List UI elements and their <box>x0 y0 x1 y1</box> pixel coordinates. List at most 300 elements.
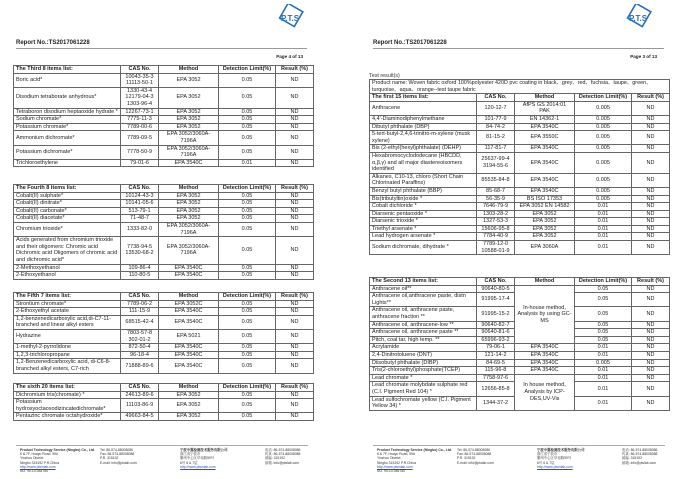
detection-limit: 0.01 <box>575 203 632 211</box>
cas-number: 10043-35-3 11113-50-1 <box>121 73 159 87</box>
table-row <box>14 131 314 145</box>
table-row <box>370 233 670 241</box>
footer-line: 鄞州中心区华裕路59号 <box>537 456 572 461</box>
column-header-result: Result (%) <box>276 384 314 392</box>
column-header-result: Result (%) <box>276 66 314 74</box>
item-name: Chromium trioxide* <box>14 222 121 236</box>
detection-limit: 0.01 <box>575 241 632 255</box>
column-header-item-name: The Fourth 8 items list: <box>14 185 121 193</box>
report-page-3 <box>341 0 682 479</box>
website-link[interactable]: http://www.ptsinlab.com <box>180 464 216 469</box>
result: ND <box>632 233 670 241</box>
result: ND <box>632 367 670 375</box>
item-name: Anthracene <box>370 101 477 115</box>
test-method: EPA 3052 <box>159 108 219 116</box>
test-method: In house method, Analysis by ICP-OES,UV-Vis <box>515 374 575 410</box>
cas-number: 11103-86-9 <box>121 399 159 413</box>
cas-number: 110-80-5 <box>121 272 159 280</box>
test-method: EPA 3540C <box>515 367 575 375</box>
detection-limit: 0.05 <box>219 300 276 308</box>
table-row <box>14 308 314 316</box>
result: ND <box>276 192 314 200</box>
footer-line: 浙江省宁波市 <box>537 452 558 457</box>
detection-limit: 0.01 <box>575 367 632 375</box>
test-method: EPA 3052/3060A-7196A <box>159 131 219 145</box>
footer-line: 宁波中翼检测技术服务有限公司 <box>180 448 228 452</box>
table-row <box>14 215 314 223</box>
item-name: Anthracene oil** <box>370 285 477 293</box>
result: ND <box>276 123 314 131</box>
cas-number: 1327-53-3 <box>477 218 515 226</box>
result: ND <box>276 159 314 167</box>
table-row <box>370 173 670 187</box>
result: ND <box>632 374 670 382</box>
cas-number: 71888-89-6 <box>121 359 159 373</box>
detection-limit: 0.05 <box>219 87 276 108</box>
cas-number: 65996-93-2 <box>477 336 515 344</box>
result: ND <box>276 215 314 223</box>
test-method: EPA 3550C <box>515 131 575 145</box>
item-name: 2-Ethoxyethanol <box>14 272 121 280</box>
test-method: In-house method, Analysis by using GC-MS <box>515 285 575 344</box>
detection-limit: 0.05 <box>219 308 276 316</box>
result: ND <box>276 116 314 124</box>
test-method: EPA 3052 <box>515 210 575 218</box>
result: ND <box>632 145 670 153</box>
cas-number: 7775-11-3 <box>121 116 159 124</box>
website-link[interactable]: http://www.ptsinlab.com <box>20 464 56 469</box>
test-method: EPA 3052/3060A-7196A <box>159 145 219 159</box>
table-row <box>14 207 314 215</box>
table-row <box>14 344 314 352</box>
item-name: Anthracene oil, anthracene-low ** <box>370 321 477 329</box>
result: ND <box>276 73 314 87</box>
detection-limit: 0.05 <box>219 73 276 87</box>
header-divider <box>16 48 307 49</box>
item-name: Cobalt(II) diacetate* <box>14 215 121 223</box>
result: ND <box>632 225 670 233</box>
footer-column-4 <box>622 448 657 465</box>
result: ND <box>276 200 314 208</box>
test-method: EPA 3540C <box>159 315 219 329</box>
test-method: EPA 3052 EN 14582 <box>515 203 575 211</box>
test-method: EPA 3540C <box>515 187 575 195</box>
footer-line: P.R. 315192 <box>100 456 119 461</box>
column-header-item-name: The Third 8 items list: <box>14 66 121 74</box>
cas-number: 872-50-4 <box>121 344 159 352</box>
cas-number: 1344-37-2 <box>477 396 515 410</box>
sixth-items-table <box>13 383 314 421</box>
report-number: Report No.:TS2017061228 <box>16 40 90 46</box>
footer-line: 电话: 86-574-88008086 <box>265 448 301 452</box>
footer-line: 邮编: 315192 <box>265 456 285 461</box>
footer-line: 鄞州中心区华裕路59号 <box>180 456 215 461</box>
test-method: EPA 3540C <box>159 359 219 373</box>
item-name: Triethyl arsenate * <box>370 225 477 233</box>
column-header-result: Result (%) <box>276 293 314 301</box>
item-name: Anthracene oil, anthracene paste, anthracene fraction ** <box>370 307 477 321</box>
item-name: Hydrazine <box>14 329 121 343</box>
footer-line: Product Technology Service (Ningbo) Co., Ltd. <box>20 448 95 452</box>
table-row <box>370 344 670 352</box>
item-name: Anthracene oil,anthracene paste, distn Lights** <box>370 293 477 307</box>
footer-line: Tel: 86-574-88008086 <box>100 448 133 452</box>
test-method: EPA 3540C <box>515 173 575 187</box>
cas-number: 90640-81-6 <box>477 329 515 337</box>
result: ND <box>276 131 314 145</box>
detection-limit: 0.01 <box>575 351 632 359</box>
item-name: Sodium chromate* <box>14 116 121 124</box>
table-row <box>370 131 670 145</box>
item-name: Lead chromate molybdate sulphate red (C.I. Pigment Red 104) * <box>370 382 477 396</box>
table-row <box>370 241 670 255</box>
detection-limit: 0.05 <box>575 293 632 307</box>
footer-line: P.R. 315192 <box>457 456 476 461</box>
cas-number: 90640-82-7 <box>477 321 515 329</box>
detection-limit: 0.05 <box>219 207 276 215</box>
cas-number: 111-15-9 <box>121 308 159 316</box>
result: ND <box>632 344 670 352</box>
test-method: EPA 3052 <box>159 87 219 108</box>
first-items-table <box>369 79 670 255</box>
table-row <box>14 145 314 159</box>
test-method: EPA 3052 <box>159 391 219 399</box>
product-name-row <box>370 80 670 94</box>
footer-line: Ningbo 315192 P.R.China <box>377 460 416 465</box>
item-name: Dichromium tris(chromate) * <box>14 391 121 399</box>
pts-logo <box>621 4 655 32</box>
pts-logo <box>273 4 307 32</box>
column-header-item-name: The Second 13 items list: <box>370 278 477 286</box>
result: ND <box>632 382 670 396</box>
column-header-detection-limit: Detection Limit(%) <box>219 384 276 392</box>
column-header-cas-number: CAS No. <box>121 185 159 193</box>
item-name: 1-methyl-2-pyrrolidone <box>14 344 121 352</box>
result: ND <box>276 391 314 399</box>
table-row <box>370 115 670 123</box>
column-header-detection-limit: Detection Limit(%) <box>219 293 276 301</box>
table-row <box>14 351 314 359</box>
item-name: Pitch, coal tar, high temp. ** <box>370 336 477 344</box>
result: ND <box>632 285 670 293</box>
footer-line: 邮箱: info@ptslab.com <box>265 460 299 465</box>
item-name: Lead sulfochromate yellow (C.I. Pigment Yellow 34) * <box>370 396 477 410</box>
detection-limit: 0.05 <box>219 108 276 116</box>
item-name: Acids generated from chromium trioxide and their oligomers: Chromic acid Dichromic acid Oligomers of chromic acid and dichromic acid* <box>14 237 121 264</box>
test-method: EPA 3052/3060A-7196A <box>159 237 219 264</box>
test-method: EPA 3052 <box>159 192 219 200</box>
footer-line: 6号 6 & 7层 <box>537 460 555 465</box>
test-method: EPA 3052 <box>159 73 219 87</box>
detection-limit: 0.05 <box>219 123 276 131</box>
detection-limit: 0.01 <box>575 233 632 241</box>
test-method: EPA 3540C <box>515 123 575 131</box>
footer-line: 6 & 7F, Huayu Road, 59# <box>377 452 415 457</box>
detection-limit: 0.005 <box>575 152 632 173</box>
cas-number: 7803-57-8 302-01-2 <box>121 329 159 343</box>
test-results-label: Test result(s) <box>369 73 400 79</box>
result: ND <box>276 108 314 116</box>
footer-line: 宁波中翼检测技术服务有限公司 <box>537 448 585 452</box>
table-row <box>14 159 314 167</box>
cas-number: 71-48-7 <box>121 215 159 223</box>
detection-limit: 0.05 <box>219 215 276 223</box>
footer-column-4 <box>265 448 300 465</box>
result: ND <box>632 115 670 123</box>
cas-number: 24613-89-6 <box>121 391 159 399</box>
test-method: EPA 3052 <box>159 200 219 208</box>
table-header-row <box>14 66 314 74</box>
cas-number: 12267-73-1 <box>121 108 159 116</box>
test-method: EPA 3052C <box>159 300 219 308</box>
detection-limit: 0.01 <box>575 374 632 382</box>
result: ND <box>632 293 670 307</box>
item-name: Lead chromate * <box>370 374 477 382</box>
detection-limit: 0.05 <box>219 131 276 145</box>
column-header-detection-limit: Detection Limit(%) <box>575 94 632 102</box>
cas-number: 115-96-8 <box>477 367 515 375</box>
detection-limit: 0.005 <box>575 115 632 123</box>
test-method: EPA 3052 <box>159 123 219 131</box>
item-name: Bis (2-ethyl(hexyl)phthalate) (DEHP) <box>370 145 477 153</box>
table-row <box>14 264 314 272</box>
table-row <box>370 218 670 226</box>
test-method: EPA 3540C <box>159 351 219 359</box>
footer-column-1 <box>377 448 452 473</box>
item-name: 2,4-Dinitrotoluene (DNT) <box>370 351 477 359</box>
detection-limit: 0.05 <box>219 315 276 329</box>
item-name: Diisobutyl phthalate (DIBP) <box>370 359 477 367</box>
test-method: EPA 3052 <box>515 218 575 226</box>
website-link[interactable]: http://www.ptsinlab.com <box>377 464 413 469</box>
table-row <box>370 203 670 211</box>
detection-limit: 0.01 <box>219 159 276 167</box>
detection-limit: 0.05 <box>219 391 276 399</box>
test-method: EPA 3540C <box>159 308 219 316</box>
detection-limit: 0.005 <box>575 131 632 145</box>
result: ND <box>632 123 670 131</box>
footer-line: 6 & 7F, Huayu Road, 59# <box>20 452 58 457</box>
cas-number: 15606-95-8 <box>477 225 515 233</box>
footer-column-3 <box>537 448 584 469</box>
column-header-test-method: Method <box>159 66 219 74</box>
result: ND <box>276 329 314 343</box>
item-name: Ammonium dichromate* <box>14 131 121 145</box>
detection-limit: 0.05 <box>219 329 276 343</box>
column-header-test-method: Method <box>515 94 575 102</box>
detection-limit: 0.005 <box>575 359 632 367</box>
column-header-result: Result (%) <box>276 185 314 193</box>
item-name: Strontium chromate* <box>14 300 121 308</box>
cas-number: 7789-00-6 <box>121 123 159 131</box>
cas-number: 79-06-1 <box>477 344 515 352</box>
item-name: Sodium dichromate, dihydrate * <box>370 241 477 255</box>
column-header-test-method: Method <box>159 384 219 392</box>
result: ND <box>276 237 314 264</box>
table-row <box>370 374 670 382</box>
table-row <box>14 272 314 280</box>
item-name: 5-tert-butyl-2,4,6-trinitro-m-xylene (musk xylene) <box>370 131 477 145</box>
result: ND <box>632 187 670 195</box>
cas-number: 68515-42-4 <box>121 315 159 329</box>
cas-number: 120-12-7 <box>477 101 515 115</box>
item-name: Diarsenic pentaoxide * <box>370 210 477 218</box>
cas-number: 1303-28-2 <box>477 210 515 218</box>
result: ND <box>276 145 314 159</box>
table-header-row <box>370 278 670 286</box>
footer-line: Yinzhou District <box>377 456 401 461</box>
footer-divider <box>373 445 665 446</box>
detection-limit: 0.05 <box>575 307 632 321</box>
table-header-row <box>14 384 314 392</box>
footer-line: Yinzhou District <box>20 456 44 461</box>
table-row <box>14 200 314 208</box>
item-name: Hexabromocyclododecane (HBCDD, α,β,γ) and all major diastereoisomers identified <box>370 152 477 173</box>
item-name: 1,2-Benzenedicarboxylic acid, di-C6-8-branched alkyl esters, C7-rich <box>14 359 121 373</box>
footer-line: 电话: 86-574-88008086 <box>622 448 658 452</box>
cas-number: 121-14-2 <box>477 351 515 359</box>
item-name: Acrylamide <box>370 344 477 352</box>
detection-limit: 0.05 <box>219 192 276 200</box>
table-row <box>14 391 314 399</box>
cas-number: 91995-17-4 <box>477 293 515 307</box>
result: ND <box>276 87 314 108</box>
report-number: Report No.:TS2017061228 <box>373 40 447 46</box>
result: ND <box>632 241 670 255</box>
website-link[interactable]: http://www.ptsinlab.com <box>537 464 573 469</box>
cas-number: 10141-05-6 <box>121 200 159 208</box>
item-name: Dibutyl phthalate (DBP) <box>370 123 477 131</box>
test-method: EPA 3540C <box>159 159 219 167</box>
item-name: Lead hydrogen arsenate * <box>370 233 477 241</box>
detection-limit: 0.05 <box>219 359 276 373</box>
fourth-items-table <box>13 184 314 280</box>
cas-number: 84-69-5 <box>477 359 515 367</box>
item-name: Boric acid* <box>14 73 121 87</box>
footer-line: E-mail: info@ptslab.com <box>457 460 494 465</box>
detection-limit: 0.05 <box>219 116 276 124</box>
footer-line: Fax: 86-574-88008088 <box>457 452 492 457</box>
column-header-detection-limit: Detection Limit(%) <box>219 185 276 193</box>
footer-line: 传真: 86-574-88008088 <box>265 452 301 457</box>
detection-limit: 0.05 <box>219 222 276 236</box>
table-row <box>370 225 670 233</box>
result: ND <box>276 413 314 421</box>
header-divider <box>373 48 664 49</box>
table-row <box>14 73 314 87</box>
item-name: Tetraboron disodium heptaoxide hydrate * <box>14 108 121 116</box>
table-row <box>14 237 314 264</box>
table-row <box>14 87 314 108</box>
result: ND <box>632 173 670 187</box>
cas-number: 79-01-6 <box>121 159 159 167</box>
item-name: Potassium dichromate* <box>14 145 121 159</box>
footer-line: 传真: 86-574-88008088 <box>622 452 658 457</box>
test-method: EPA 3540C <box>515 351 575 359</box>
cas-number: 7738-94-5 13530-68-2 <box>121 237 159 264</box>
cas-number: 90640-80-5 <box>477 285 515 293</box>
test-method: EPA 3540C <box>159 272 219 280</box>
item-name: Potassium hydroxyoctaoxodizincatedichromate* <box>14 399 121 413</box>
result: ND <box>632 210 670 218</box>
test-method: EPA 3052 <box>515 225 575 233</box>
cas-number: 1333-82-0 <box>121 222 159 236</box>
cas-number: 7778-50-9 <box>121 145 159 159</box>
result: ND <box>632 152 670 173</box>
footer-line: E-mail: info@ptslab.com <box>100 460 137 465</box>
result: ND <box>632 359 670 367</box>
detection-limit: 0.005 <box>575 101 632 115</box>
footer-column-2 <box>100 448 137 465</box>
cas-number: 85535-84-8 <box>477 173 515 187</box>
detection-limit: 0.05 <box>219 200 276 208</box>
table-row <box>370 210 670 218</box>
detection-limit: 0.01 <box>575 218 632 226</box>
footer-column-1 <box>20 448 95 473</box>
test-method: BS ISO 17353 <box>515 195 575 203</box>
result: ND <box>632 218 670 226</box>
table-row <box>370 351 670 359</box>
table-row <box>14 222 314 236</box>
result: ND <box>276 359 314 373</box>
item-name: Cobalt dichloride * <box>370 203 477 211</box>
cas-number: 56-35-9 <box>477 195 515 203</box>
result: ND <box>632 203 670 211</box>
test-method: EPA 3052 <box>159 207 219 215</box>
table-row <box>14 315 314 329</box>
cas-number: 513-79-1 <box>121 207 159 215</box>
table-row <box>14 123 314 131</box>
column-header-test-method: Method <box>515 278 575 286</box>
item-name: 1,2,3-trichloropropane <box>14 351 121 359</box>
column-header-result: Result (%) <box>632 94 670 102</box>
item-name: Potassium chromate* <box>14 123 121 131</box>
table-row <box>14 413 314 421</box>
table-row <box>370 145 670 153</box>
item-name: 2-Methoxyethanol <box>14 264 121 272</box>
test-method: EPA 3052 <box>159 116 219 124</box>
footer-line: Product Technology Service (Ningbo) Co., Ltd. <box>377 448 452 452</box>
test-method: EPA 3540C <box>515 145 575 153</box>
cas-number: 96-18-4 <box>121 351 159 359</box>
detection-limit: 0.01 <box>575 382 632 396</box>
detection-limit: 0.05 <box>219 351 276 359</box>
svg-text:P.T.S: P.T.S <box>628 14 648 23</box>
test-method: EPA 3052 <box>515 233 575 241</box>
detection-limit: 0.05 <box>575 321 632 329</box>
table-row <box>14 399 314 413</box>
item-name: Alkanes, C10-13, chloro (Short Chain Chlorinated Paraffins) <box>370 173 477 187</box>
result: ND <box>276 344 314 352</box>
item-name: 4,4'-Diaminodiphenylmethane <box>370 115 477 123</box>
column-header-detection-limit: Detection Limit(%) <box>219 66 276 74</box>
footer-column-2 <box>457 448 494 465</box>
cas-number: 101-77-9 <box>477 115 515 123</box>
result: ND <box>276 272 314 280</box>
item-name: Trichloroethylene <box>14 159 121 167</box>
detection-limit: 0.05 <box>575 329 632 337</box>
result: ND <box>632 131 670 145</box>
cas-number: 7789-06-2 <box>121 300 159 308</box>
test-method: EPA 3540C <box>159 264 219 272</box>
footer-line: 浙江省宁波市 <box>180 452 201 457</box>
table-row <box>14 108 314 116</box>
result: ND <box>632 101 670 115</box>
detection-limit: 0.01 <box>575 210 632 218</box>
table-row <box>14 116 314 124</box>
result: ND <box>276 399 314 413</box>
page-number: Page 4 of 13 <box>276 54 303 59</box>
